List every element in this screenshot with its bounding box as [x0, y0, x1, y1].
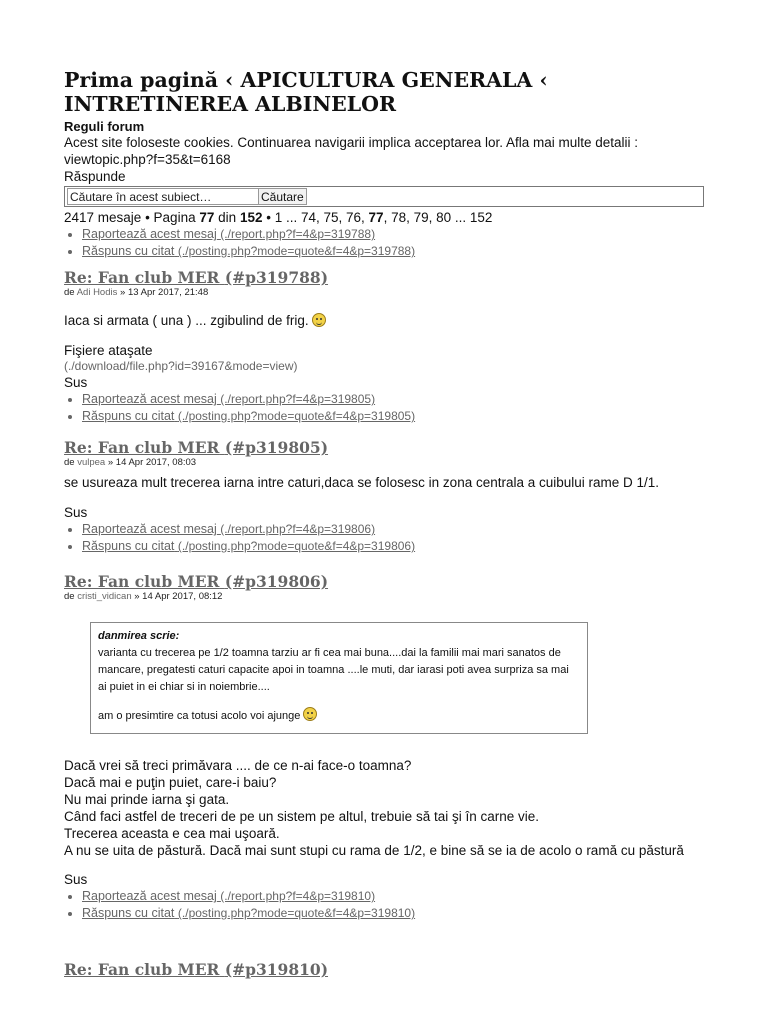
back-to-top-link[interactable]: Sus	[64, 375, 88, 390]
report-link[interactable]: Raportează acest mesaj (./report.php?f=4&p=319806)	[82, 522, 376, 536]
post-body: se usureaza mult trecerea iarna intre caturi,daca se folosesc in zona centrala a cuibului rame D 1/1.	[64, 475, 660, 490]
forum-rules-link[interactable]: Reguli forum	[64, 119, 145, 134]
quote-reply-link[interactable]: Răspuns cu citat (./posting.php?mode=quote&f=4&p=319805)	[82, 409, 416, 423]
smiley-icon	[312, 313, 326, 327]
quote-reply-link[interactable]: Răspuns cu citat (./posting.php?mode=quote&f=4&p=319810)	[82, 906, 416, 920]
post	[64, 572, 704, 922]
post	[64, 960, 704, 979]
post-count: 2417 mesaje	[64, 210, 142, 225]
smiley-icon	[303, 707, 317, 721]
attachment-link[interactable]: (./download/file.php?id=39167&mode=view)	[64, 359, 298, 373]
post-actions	[64, 391, 704, 425]
list-item	[82, 408, 704, 425]
post-author-line: de vulpea » 14 Apr 2017, 08:03	[64, 457, 197, 468]
page-link-current: 77	[368, 210, 384, 225]
post-title[interactable]: Re: Fan club MER (#p319810)	[64, 960, 329, 979]
post-actions	[64, 888, 704, 922]
top-post-actions	[64, 226, 704, 260]
report-link[interactable]: Raportează acest mesaj (./report.php?f=4&p=319788)	[82, 227, 376, 241]
pagination: 2417 mesaje • Pagina 77 din 152 • 1 ... 74, 75, 76, 77, 78, 79, 80 ... 152	[64, 210, 493, 225]
total-pages: 152	[239, 210, 263, 225]
quote-author: danmirea scrie:	[98, 630, 180, 642]
search-button[interactable]: Căutare	[258, 188, 307, 205]
post-title[interactable]: Re: Fan club MER (#p319806)	[64, 572, 329, 591]
back-to-top-link[interactable]: Sus	[64, 872, 88, 887]
list-item	[82, 521, 704, 538]
post-body: Iaca si armata ( una ) ... zgibulind de frig.	[64, 312, 704, 329]
report-link[interactable]: Raportează acest mesaj (./report.php?f=4&p=319810)	[82, 889, 376, 903]
list-item	[82, 905, 704, 922]
author-link[interactable]: cristi_vidican	[77, 591, 132, 602]
cookie-notice: Acest site foloseste cookies. Continuarea navigarii implica acceptarea lor. Afla mai multe detalii : viewtopic.php?f=35&t=6168	[64, 135, 639, 167]
list-item	[82, 226, 704, 243]
quote-block	[90, 622, 588, 734]
attachments-label: Fişiere ataşate	[64, 343, 153, 358]
post-title[interactable]: Re: Fan club MER (#p319788)	[64, 268, 329, 287]
topic-search-input[interactable]	[67, 188, 259, 205]
list-item	[82, 243, 704, 260]
post-title[interactable]: Re: Fan club MER (#p319805)	[64, 438, 329, 457]
post	[64, 438, 704, 555]
topic-search-form	[64, 186, 704, 207]
author-link[interactable]: vulpea	[77, 457, 106, 468]
quote-text-2: am o presimtire ca totusi acolo voi ajunge	[98, 707, 580, 725]
page-links-after[interactable]: , 78, 79, 80 ... 152	[383, 210, 493, 225]
quote-text: varianta cu trecerea pe 1/2 toamna tarziu ar fi cea mai buna....dai la familii mai mari sanatos de mancare, pregatesti caturi capacite apoi in toamna ....le muti, dar iarasi poti avea surpriza sa mai ai puiet in ei chiar si in noiembrie....	[98, 647, 569, 693]
page-links-before[interactable]: 1 ... 74, 75, 76,	[274, 210, 365, 225]
breadcrumb[interactable]: Prima pagină ‹ APICULTURA GENERALA ‹ INTRETINEREA ALBINELOR	[64, 68, 548, 116]
post-author-line: de cristi_vidican » 14 Apr 2017, 08:12	[64, 591, 223, 602]
back-to-top-link[interactable]: Sus	[64, 505, 88, 520]
list-item	[82, 888, 704, 905]
post-actions	[64, 521, 704, 555]
reply-link[interactable]: Răspunde	[64, 169, 126, 184]
post	[64, 268, 704, 425]
list-item	[82, 391, 704, 408]
current-page: 77	[199, 210, 215, 225]
quote-reply-link[interactable]: Răspuns cu citat (./posting.php?mode=quote&f=4&p=319806)	[82, 539, 416, 553]
post-author-line: de Adi Hodis » 13 Apr 2017, 21:48	[64, 287, 209, 298]
list-item	[82, 538, 704, 555]
report-link[interactable]: Raportează acest mesaj (./report.php?f=4&p=319805)	[82, 392, 376, 406]
post-body: Dacă vrei să treci primăvara .... de ce n-ai face-o toamna? Dacă mai e puţin puiet, care-i baiu? Nu mai prinde iarna şi gata. Când faci astfel de treceri de pe un sistem pe altul, trebuie să tai şi în carne vie. Trecerea aceasta e cea mai uşoară. A nu se uita de păstură. Dacă mai sunt stupi cu rama de 1/2, e bine să se ia de acolo o ramă cu păstură	[64, 758, 684, 858]
author-link[interactable]: Adi Hodis	[76, 287, 118, 298]
page-of: din	[218, 210, 237, 225]
page-label: Pagina	[153, 210, 196, 225]
quote-reply-link[interactable]: Răspuns cu citat (./posting.php?mode=quote&f=4&p=319788)	[82, 244, 416, 258]
